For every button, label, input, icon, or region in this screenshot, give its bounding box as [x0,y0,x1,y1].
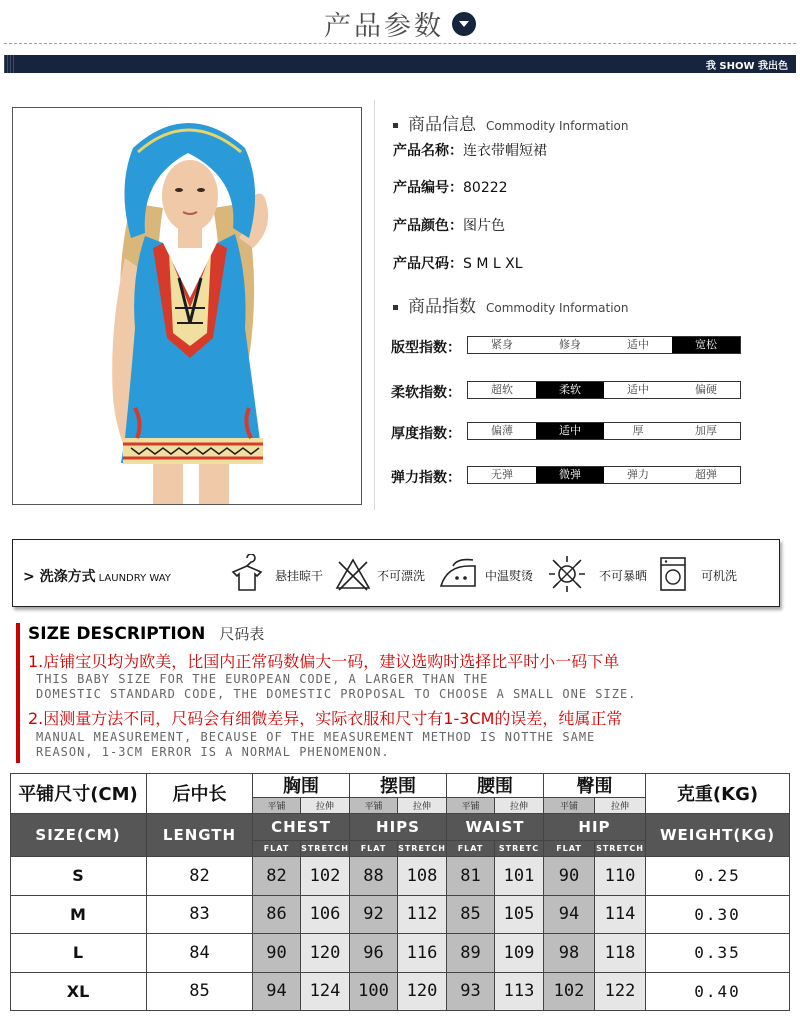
thickness-option: 厚 [632,424,644,437]
sub-flat-en: FLAT [350,841,398,857]
measurement-cell: 102 [301,857,350,896]
size-note-1-en-2: DOMESTIC STANDARD CODE, THE DOMESTIC PROPOSAL TO CHOOSE A SMALL ONE SIZE. [36,687,637,701]
sub-flat-cn: 平铺 [350,798,398,814]
square-bullet-icon [393,305,398,310]
measurement-cell: 89 [447,934,495,973]
sub-stretch-en: STRETC [495,841,544,857]
measurement-cell: 81 [447,857,495,896]
measurement-cell: 90 [253,934,301,973]
header-length-en: LENGTH [147,814,253,857]
measurement-cell: 100 [350,973,398,1012]
measurement-cell: 124 [301,973,350,1012]
header-length-cn: 后中长 [147,773,253,814]
sub-stretch-cn: 拉伸 [595,798,646,814]
measurement-cell: 98 [544,934,595,973]
hang-dry-icon [227,554,267,594]
page-title: 产品参数 [324,11,444,42]
size-cell: L [10,934,147,973]
measurement-cell: 85 [447,896,495,935]
size-desc-title: SIZE DESCRIPTION 尺码表 [28,624,265,644]
fit-option: 紧身 [491,338,513,351]
measurement-cell: 120 [398,973,447,1012]
thickness-index-label: 厚度指数： [391,426,461,442]
info-row-color: 产品颜色：图片色 [393,218,505,234]
measurement-cell: 94 [253,973,301,1012]
length-cell: 85 [147,973,253,1012]
chevron-right-icon: > [23,569,40,585]
laundry-panel [12,539,780,607]
square-bullet-icon [393,123,398,128]
header-divider [4,43,796,44]
size-table [10,773,790,1011]
length-cell: 83 [147,896,253,935]
size-cell: S [10,857,147,896]
header-size-cn: 平铺尺寸(CM) [10,773,147,814]
measurement-cell: 82 [253,857,301,896]
fit-option: 适中 [627,338,649,351]
header-bar [4,55,796,73]
fit-option-selected: 宽松 [672,337,740,353]
measurement-cell: 93 [447,973,495,1012]
laundry-item-machine-wash: 可机洗 [653,554,763,594]
header-chest-en: CHEST [253,814,350,841]
measurement-cell: 118 [595,934,646,973]
laundry-item-iron: 中温熨烫 [437,554,557,594]
elasticity-option: 弹力 [627,468,649,481]
sub-stretch-en: STRETCH [398,841,447,857]
size-note-2-en-2: REASON, 1-3CM ERROR IS A NORMAL PHENOMENON. [36,745,390,759]
header-waist-en: WAIST [447,814,544,841]
measurement-cell: 110 [595,857,646,896]
softness-option: 偏硬 [695,383,717,396]
measurement-cell: 106 [301,896,350,935]
header-size-en: SIZE(CM) [10,814,147,857]
header-weight-cn: 克重(KG) [646,773,790,814]
softness-index-scale [467,381,741,399]
fit-option: 修身 [559,338,581,351]
measurement-cell: 113 [495,973,544,1012]
laundry-item-hang-dry: 悬挂晾干 [227,554,337,594]
measurement-cell: 114 [595,896,646,935]
header-hips-en: HIPS [350,814,447,841]
header-slogan: 我 SHOW 我出色 [705,61,788,72]
model-illustration [13,108,362,505]
sub-flat-en: FLAT [544,841,595,857]
measurement-cell: 90 [544,857,595,896]
softness-index-label: 柔软指数： [391,385,461,401]
measurement-cell: 120 [301,934,350,973]
info-row-sizes: 产品尺码：S M L XL [393,256,523,272]
elasticity-option: 超弹 [695,468,717,481]
weight-cell: 0.40 [646,973,790,1012]
weight-cell: 0.30 [646,896,790,935]
sub-flat-cn: 平铺 [544,798,595,814]
weight-cell: 0.25 [646,857,790,896]
weight-cell: 0.35 [646,934,790,973]
iron-medium-icon [437,554,481,594]
measurement-cell: 96 [350,934,398,973]
index-heading: 商品指数 Commodity Information [393,292,628,317]
chevron-down-icon [452,12,476,36]
measurement-cell: 88 [350,857,398,896]
elasticity-index-label: 弹力指数： [391,470,461,486]
fit-index-label: 版型指数： [391,340,461,356]
size-desc-accent [16,623,20,763]
measurement-cell: 109 [495,934,544,973]
thickness-option: 加厚 [695,424,717,437]
info-row-code: 产品编号：80222 [393,180,508,196]
measurement-cell: 86 [253,896,301,935]
size-note-2-cn: 2.因测量方法不同，尺码会有细微差异，实际衣服和尺寸有1-3CM的误差，纯属正常 [28,709,623,728]
no-bleach-icon [333,554,373,594]
header-hips-cn: 摆围 [350,773,447,798]
elasticity-option: 无弹 [491,468,513,481]
column-divider [374,100,375,510]
measurement-cell: 102 [544,973,595,1012]
measurement-cell: 94 [544,896,595,935]
header-chest-cn: 胸围 [253,773,350,798]
measurement-cell: 108 [398,857,447,896]
sub-flat-en: FLAT [253,841,301,857]
size-note-1-cn: 1.店铺宝贝均为欧美，比国内正常码数偏大一码，建议选购时选择比平时小一码下单 [28,652,620,671]
measurement-cell: 101 [495,857,544,896]
size-cell: M [10,896,147,935]
no-sun-icon [547,554,587,594]
laundry-title: > 洗涤方式 LAUNDRY WAY [23,569,171,585]
sub-flat-cn: 平铺 [447,798,495,814]
info-heading: 商品信息 Commodity Information [393,110,628,135]
measurement-cell: 112 [398,896,447,935]
measurement-cell: 105 [495,896,544,935]
laundry-item-no-sun: 不可暴晒 [547,554,667,594]
header-hip-en: HIP [544,814,646,841]
size-note-2-en: MANUAL MEASUREMENT, BECAUSE OF THE MEASUREMENT METHOD IS NOTTHE SAME [36,730,596,744]
header-waist-cn: 腰围 [447,773,544,798]
header-weight-en: WEIGHT(KG) [646,814,790,857]
sub-flat-en: FLAT [447,841,495,857]
sub-flat-cn: 平铺 [253,798,301,814]
sub-stretch-cn: 拉伸 [301,798,350,814]
measurement-cell: 122 [595,973,646,1012]
product-photo [12,107,362,505]
machine-wash-icon [653,554,693,594]
laundry-item-no-bleach: 不可漂洗 [333,554,443,594]
thickness-index-scale [467,422,741,440]
softness-option-selected: 柔软 [536,382,604,398]
softness-option: 超软 [491,383,513,396]
sub-stretch-en: STRETCH [595,841,646,857]
sub-stretch-en: STRETCH [301,841,350,857]
size-note-1-en: THIS BABY SIZE FOR THE EUROPEAN CODE, A LARGER THAN THE [36,672,489,686]
page-header [0,4,800,40]
fit-index-scale [467,336,741,354]
softness-option: 适中 [627,383,649,396]
measurement-cell: 92 [350,896,398,935]
info-row-name: 产品名称：连衣带帽短裙 [393,143,547,159]
thickness-option-selected: 适中 [536,423,604,439]
length-cell: 82 [147,857,253,896]
sub-stretch-cn: 拉伸 [398,798,447,814]
measurement-cell: 116 [398,934,447,973]
elasticity-index-scale [467,466,741,484]
size-cell: XL [10,973,147,1012]
thickness-option: 偏薄 [491,424,513,437]
header-hip-cn: 臀围 [544,773,646,798]
elasticity-option-selected: 微弹 [536,467,604,483]
sub-stretch-cn: 拉伸 [495,798,544,814]
length-cell: 84 [147,934,253,973]
